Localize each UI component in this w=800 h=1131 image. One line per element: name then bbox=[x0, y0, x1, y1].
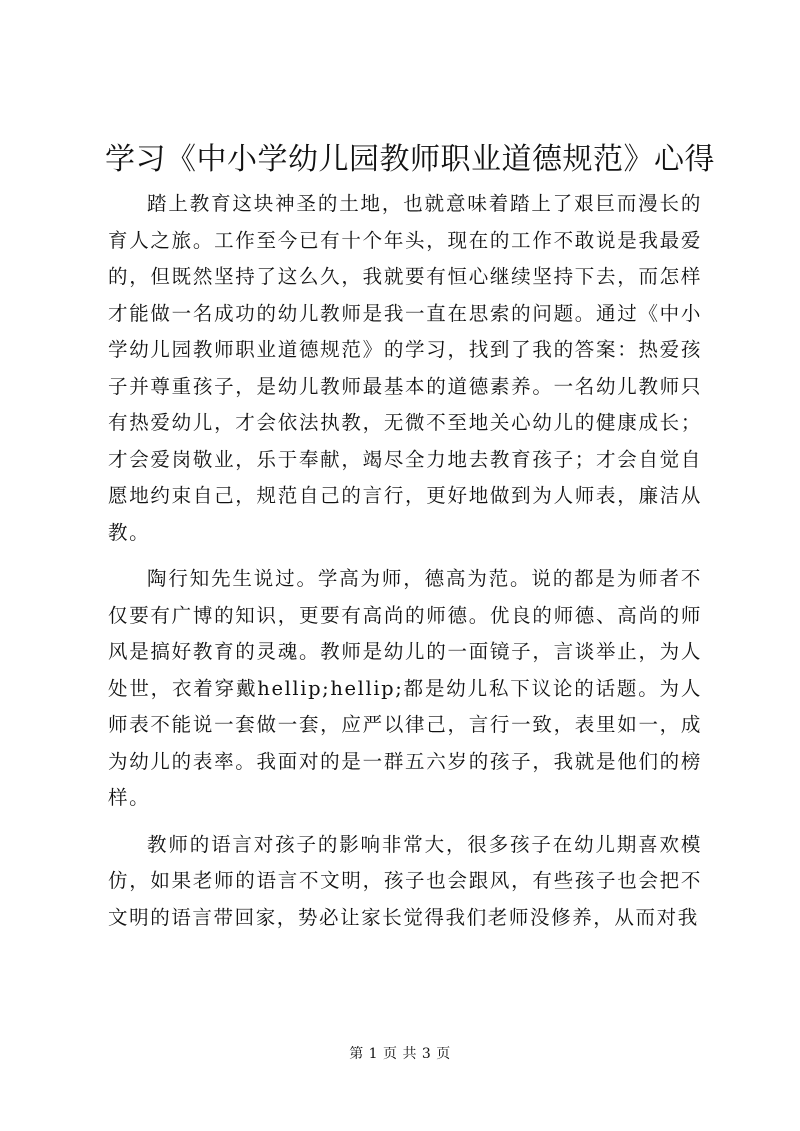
page-title: 学习《中小学幼儿园教师职业道德规范》心得 bbox=[105, 142, 715, 177]
paragraph: 教师的语言对孩子的影响非常大，很多孩子在幼儿期喜欢模仿，如果老师的语言不文明，孩子也会跟风，有些孩子也会把不文明的语言带回家，势必让家长觉得我们老师没修养，从而对我 bbox=[108, 832, 702, 929]
paragraph: 陶行知先生说过。学高为师，德高为范。说的都是为师者不仅要有广博的知识，更要有高尚的师德。优良的师德、高尚的师风是搞好教育的灵魂。教师是幼儿的一面镜子，言谈举止，为人处世，衣着穿戴hellip;hellip;都是幼儿私下议论的话题。为人师表不能说一套做一套，应严以律己，言行一致，表里如一，成为幼儿的表率。我面对的是一群五六岁的孩子，我就是他们的榜样。 bbox=[108, 567, 702, 809]
document-body bbox=[108, 186, 702, 946]
page-number-footer: 第 1 页 共 3 页 bbox=[349, 1046, 451, 1062]
paragraph: 踏上教育这块神圣的土地，也就意味着踏上了艰巨而漫长的育人之旅。工作至今已有十个年头，现在的工作不敢说是我最爱的，但既然坚持了这么久，我就要有恒心继续坚持下去，而怎样才能做一名成功的幼儿教师是我一直在思索的问题。通过《中小学幼儿园教师职业道德规范》的学习，找到了我的答案：热爱孩子并尊重孩子，是幼儿教师最基本的道德素养。一名幼儿教师只有热爱幼儿，才会依法执教，无微不至地关心幼儿的健康成长；才会爱岗敬业，乐于奉献，竭尽全力地去教育孩子；才会自觉自愿地约束自己，规范自己的言行，更好地做到为人师表，廉洁从教。 bbox=[108, 192, 702, 544]
